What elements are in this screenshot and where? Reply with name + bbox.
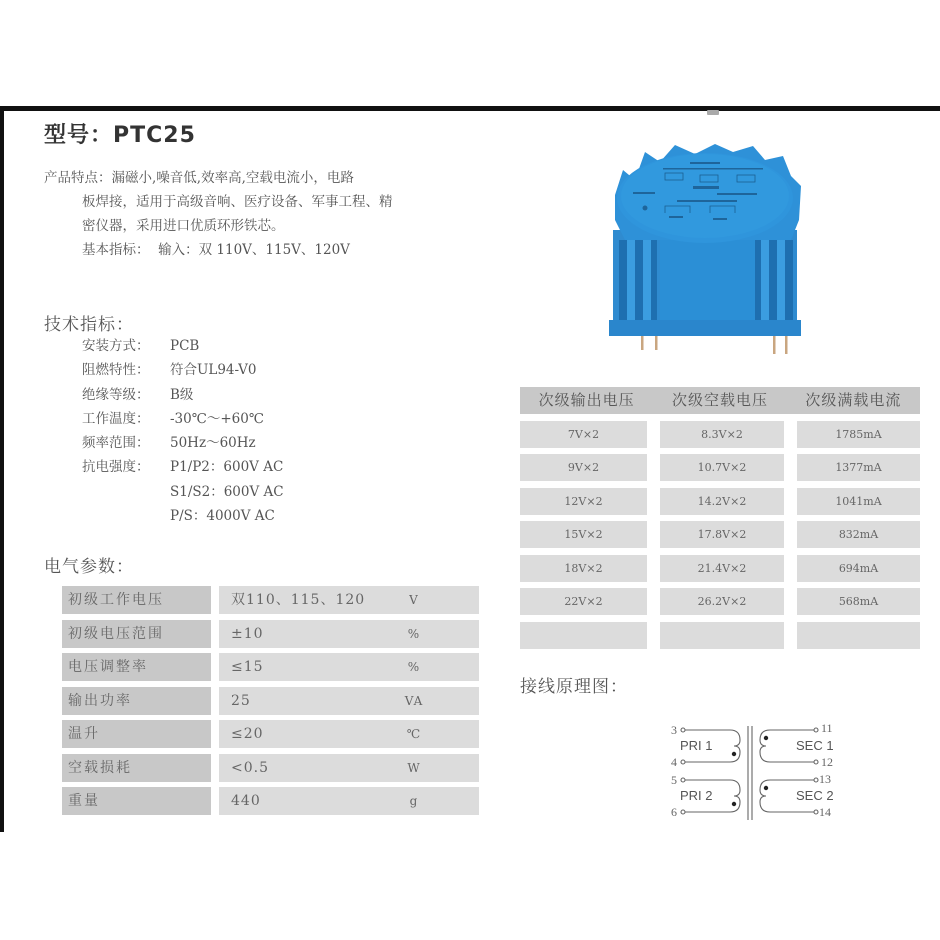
unit-text: g xyxy=(409,794,419,808)
pri1-label: PRI 1 xyxy=(680,738,713,753)
col-header: 次级输出电压 xyxy=(538,391,635,409)
pin-12: 12 xyxy=(821,755,833,769)
pin-11: 11 xyxy=(821,721,833,735)
top-border xyxy=(0,106,940,111)
table-row xyxy=(62,720,479,748)
table-row xyxy=(520,622,920,649)
sec2-label: SEC 2 xyxy=(796,788,834,803)
param-cell: 温升 xyxy=(62,720,211,748)
table-cell: 8.3V×2 xyxy=(660,421,784,448)
spec-row xyxy=(82,407,284,431)
table-cell: 7V×2 xyxy=(520,421,647,448)
value-text: ≤20 xyxy=(231,726,264,742)
spec-row xyxy=(82,431,284,455)
unit-text: % xyxy=(407,660,421,674)
wiring-heading: 接线原理图： xyxy=(520,677,628,697)
col-header: 次级空载电压 xyxy=(671,391,768,409)
pin-14: 14 xyxy=(819,805,831,819)
unit-text: W xyxy=(407,760,421,775)
unit-text: % xyxy=(407,626,421,641)
value-text: ≤15 xyxy=(231,659,264,675)
spec-label: 抗电强度： xyxy=(82,459,150,476)
spec-value: 符合UL94-V0 xyxy=(170,362,257,379)
pri2-label: PRI 2 xyxy=(680,788,713,803)
table-row xyxy=(520,521,920,548)
table-cell: 18V×2 xyxy=(520,555,647,582)
value-text: ±10 xyxy=(231,625,264,642)
spec-row xyxy=(82,358,284,382)
table-cell xyxy=(660,622,784,649)
value-cell xyxy=(219,787,479,815)
product-features xyxy=(44,166,504,262)
table-row xyxy=(520,488,920,515)
table-cell: 10.7V×2 xyxy=(660,454,784,481)
table-cell: 21.4V×2 xyxy=(660,555,784,582)
pin-3: 3 xyxy=(671,723,677,737)
table-cell: 12V×2 xyxy=(520,488,647,515)
param-cell: 电压调整率 xyxy=(62,653,211,681)
table-cell xyxy=(520,622,647,649)
spec-continuation: S1/S2：600V AC xyxy=(170,483,284,500)
spec-label: 阻燃特性： xyxy=(82,362,150,379)
secondary-table xyxy=(520,387,920,649)
value-cell xyxy=(219,620,479,648)
features-line3: 密仪器，采用进口优质环形铁芯。 xyxy=(82,218,285,234)
features-line2: 板焊接，适用于高级音响、医疗设备、军事工程、精 xyxy=(82,194,393,210)
table-row xyxy=(520,555,920,582)
spec-continuation: P/S：4000V AC xyxy=(170,508,275,525)
table-cell: 26.2V×2 xyxy=(660,588,784,615)
basic-label: 基本指标： xyxy=(82,242,150,258)
secondary-table-header xyxy=(520,387,920,414)
spec-value: P1/P2：600V AC xyxy=(170,459,284,476)
table-row xyxy=(62,687,479,715)
table-row xyxy=(62,586,479,614)
spec-value: 50Hz～60Hz xyxy=(170,435,256,452)
unit-text: VA xyxy=(404,693,424,708)
basic-value: 输入：双 110V、115V、120V xyxy=(158,242,350,258)
value-text: 25 xyxy=(231,692,251,709)
pin-5: 5 xyxy=(671,773,677,787)
table-cell: 9V×2 xyxy=(520,454,647,481)
spec-row xyxy=(82,455,284,479)
features-label: 产品特点： xyxy=(44,170,112,186)
param-cell: 重量 xyxy=(62,787,211,815)
value-cell xyxy=(219,720,479,748)
value-text: 双110、115、120 xyxy=(231,592,366,608)
features-line1: 漏磁小,噪音低,效率高,空载电流小，电路 xyxy=(111,170,354,186)
table-cell: 15V×2 xyxy=(520,521,647,548)
left-border xyxy=(0,106,4,832)
unit-text: ℃ xyxy=(406,727,422,741)
col-header: 次级满载电流 xyxy=(805,391,902,409)
table-row xyxy=(520,454,920,481)
value-cell xyxy=(219,687,479,715)
param-cell: 初级电压范围 xyxy=(62,620,211,648)
param-cell: 空载损耗 xyxy=(62,754,211,782)
pin-4: 4 xyxy=(671,755,677,769)
spec-label: 绝缘等级： xyxy=(82,386,150,403)
value-text: <0.5 xyxy=(231,759,269,776)
value-cell xyxy=(219,754,479,782)
table-cell: 17.8V×2 xyxy=(660,521,784,548)
spec-value: -30℃～+60℃ xyxy=(170,410,264,427)
value-text: 440 xyxy=(231,793,261,809)
table-cell: 14.2V×2 xyxy=(660,488,784,515)
spec-label: 频率范围： xyxy=(82,435,150,452)
electrical-table xyxy=(62,586,479,821)
model-title: 型号：PTC25 xyxy=(44,123,196,148)
value-cell xyxy=(219,586,479,614)
spec-value: B级 xyxy=(170,386,194,403)
tech-specs-list xyxy=(82,334,284,528)
table-cell: 694mA xyxy=(797,555,920,582)
table-cell xyxy=(797,622,920,649)
spec-label: 安装方式： xyxy=(82,338,150,354)
value-cell xyxy=(219,653,479,681)
table-row xyxy=(520,588,920,615)
spec-row xyxy=(82,334,284,358)
tech-specs-heading: 技术指标： xyxy=(44,315,134,335)
table-row xyxy=(62,754,479,782)
pin-6: 6 xyxy=(671,805,677,819)
table-cell: 1041mA xyxy=(797,488,920,515)
table-cell: 1377mA xyxy=(797,454,920,481)
param-cell: 输出功率 xyxy=(62,687,211,715)
pin-13: 13 xyxy=(819,772,831,786)
sec1-label: SEC 1 xyxy=(796,738,834,753)
table-cell: 1785mA xyxy=(797,421,920,448)
watermark-mark xyxy=(707,110,719,115)
table-cell: 568mA xyxy=(797,588,920,615)
table-cell: 832mA xyxy=(797,521,920,548)
spec-label: 工作温度： xyxy=(82,410,150,427)
unit-text: V xyxy=(409,593,419,607)
spec-value: PCB xyxy=(170,338,200,354)
table-row xyxy=(62,653,479,681)
table-cell: 22V×2 xyxy=(520,588,647,615)
table-row xyxy=(62,787,479,815)
spec-row xyxy=(82,383,284,407)
table-row xyxy=(520,421,920,448)
table-row xyxy=(62,620,479,648)
transformer-product-image xyxy=(605,140,805,360)
param-cell: 初级工作电压 xyxy=(62,586,211,614)
electrical-heading: 电气参数： xyxy=(44,557,134,577)
wiring-diagram xyxy=(668,716,848,826)
